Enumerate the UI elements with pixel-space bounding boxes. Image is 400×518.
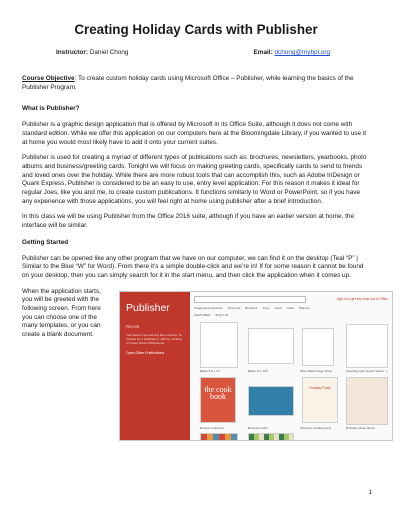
template-label: More Blank Page Sizes	[300, 368, 333, 373]
screenshot-tab: Brochure	[245, 305, 258, 310]
email-link[interactable]: dchong@mybpl.org	[274, 49, 330, 56]
instructor-name: Daniel Chong	[89, 49, 129, 56]
template-tile-partial	[248, 433, 294, 441]
paragraph-what-2: Publisher is used for creating a myriad of different types of publications such as: brochures, newsletters, yearbooks, photo albums and business/greeting cards. Tonight we will focus on making greeting cards, specifically cards to send to friends and loved ones over the holiday. While there are more robust tools that can accomplish this, such as Adobe InDesign or Quark Express, Publisher is considered to be an easy to use, entry level application. For this reason it makes it ideal for regular Joes, like you and me, to create custom publications. It functions similarly to Word or PowerPoint, so if you have any experience with those applications, you will feel right at home using publisher after a brief introduction.	[22, 154, 367, 205]
screenshot-tab: Planner	[299, 305, 310, 310]
template-label: Recipe cookbook	[200, 425, 224, 430]
objective-text: : To create custom holiday cards using Microsoft Office – Publisher, while learning the basics of the Publisher Program.	[22, 75, 354, 91]
template-tile-partial	[200, 433, 238, 441]
screenshot-open-other: Open Other Publications	[126, 350, 165, 355]
screenshot-tab: Flyer	[262, 305, 270, 310]
template-tile-holiday-party: Holiday Party	[302, 377, 338, 423]
screenshot-tab: Label	[286, 305, 295, 310]
screenshot-sidebar	[120, 292, 190, 440]
template-label: Birthday photo album	[346, 425, 376, 430]
paragraph-what-1: Publisher is a graphic design application that is offered by Microsoft in its Office Suite, although it does not come with standard edition. While we offer this application on our computers here at the Bloomingdale Library, if you wanted to use it at home you would most likely have to add it onto your current suites.	[22, 121, 366, 146]
publisher-start-screenshot	[119, 291, 393, 441]
template-tile-blank-landscape	[248, 328, 294, 364]
meta-row	[22, 49, 370, 57]
section-heading-what: What is Publisher?	[22, 105, 80, 113]
email-label: Email:	[253, 49, 273, 56]
screenshot-search-box	[194, 296, 306, 303]
screenshot-view-tabs	[194, 313, 228, 317]
paragraph-what-3: In this class we will be using Publisher from the Office 2016 suite, although if you have an earlier version at home, the interface will be similar.	[22, 213, 355, 230]
screenshot-signin: Sign in to get the most out of Office	[336, 297, 388, 302]
paragraph-started-2: When the application starts, you will be greeted with the following screen. From here you can choose one of the many templates, or you can create a blank document.	[22, 287, 101, 339]
template-tile-blank-portrait	[200, 322, 238, 368]
email-line	[254, 49, 330, 57]
screenshot-suggested-searches	[194, 306, 310, 310]
screenshot-app-name: Publisher	[126, 301, 170, 314]
instructor-line	[56, 49, 128, 57]
paragraph-started-1	[22, 255, 370, 281]
objective-label: Course Objective	[22, 75, 75, 82]
page-number: 1	[368, 489, 372, 496]
screenshot-tab: Suggested searches:	[194, 305, 224, 310]
template-label: Greeting card (Joyful winter...)	[346, 368, 388, 373]
template-tile-more-sizes	[302, 328, 334, 366]
instructor-label: Instructor:	[56, 49, 88, 56]
screenshot-row	[22, 287, 388, 430]
screenshot-view-tab: FEATURED	[194, 312, 211, 317]
template-label: Blank 11 x 8.5"	[248, 368, 269, 373]
template-tile-business-card	[248, 386, 294, 416]
template-label: Welcome holiday party	[300, 425, 332, 430]
template-tile-photo-album	[346, 377, 388, 425]
screenshot-topbar	[194, 296, 388, 303]
course-objective	[22, 75, 370, 92]
template-tile-greeting-card	[346, 324, 388, 368]
screenshot-tab: Card	[274, 305, 282, 310]
screenshot-recent-label: Recent	[126, 323, 140, 329]
section-heading-started: Getting Started	[22, 238, 69, 246]
document-title: Creating Holiday Cards with Publisher	[74, 22, 318, 37]
paragraph-started-1-text: Publisher can be opened like any other program that we have on our computer, we can find it on the desktop (Teal “P” | Similar to the Blue “W” for Word). From there it’s a simple double-click and we’re in! If for some reason it cannot be found on your desktop, then you can simply search for it in the start menu, and then click the application when it comes up.	[22, 254, 364, 279]
template-label: Blank 8.5 x 11"	[200, 368, 221, 373]
screenshot-tab: Personal	[228, 305, 241, 310]
screenshot-view-tab: BUILT-IN	[215, 312, 228, 317]
template-tile-cookbook: the cook book	[200, 377, 236, 423]
template-label: Business card	[248, 425, 268, 430]
screenshot-recent-text: You haven't opened any files recently. To browse for a publication, start by clicking on Open Other Publications.	[126, 332, 182, 345]
